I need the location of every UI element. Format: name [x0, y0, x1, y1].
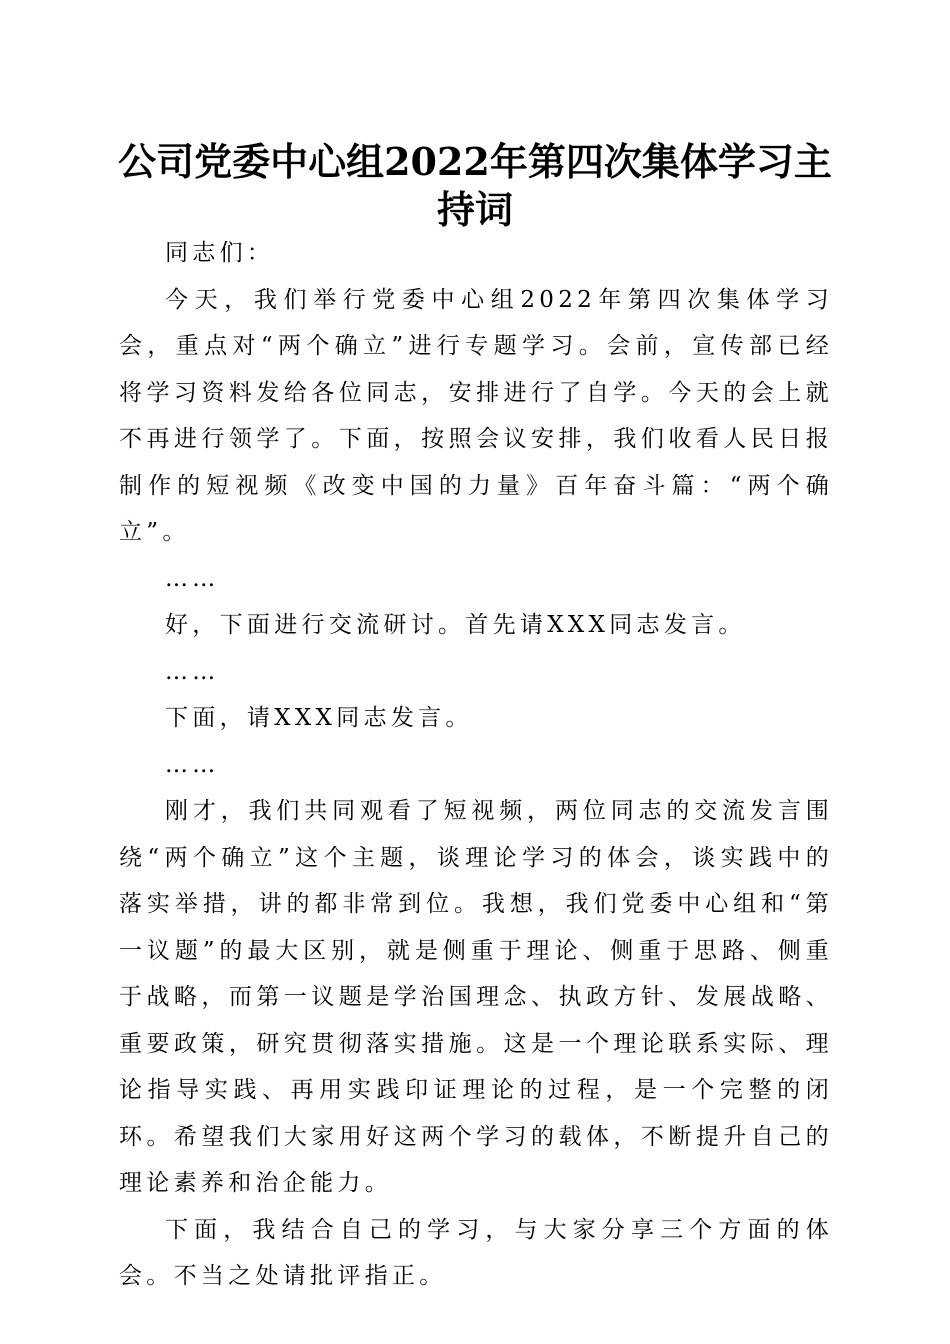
paragraph-summary: 刚才，我们共同观看了短视频，两位同志的交流发言围绕“两个确立”这个主题，谈理论学习的体会，谈实践中的落实举措，讲的都非常到位。我想，我们党委中心组和“第一议题”的最大区别，就是侧重于理论、侧重于思路、侧重于战略，而第一议题是学治国理念、执政方针、发展战略、重要政策，研究贯彻落实措施。这是一个理论联系实际、理论指导实践、再用实践印证理论的过程，是一个完整的闭环。希望我们大家用好这两个学习的载体，不断提升自己的理论素养和治企能力。	[119, 798, 833, 1196]
paragraph-ellipsis-1: ……	[165, 565, 220, 592]
paragraph-discussion: 好，下面进行交流研讨。首先请XXX同志发言。	[165, 612, 746, 638]
paragraph-opening: 今天，我们举行党委中心组2022年第四次集体学习会，重点对“两个确立”进行专题学习。会前，宣传部已经将学习资料发给各位同志，安排进行了自学。今天的会上就不再进行领学了。下面，按照会议安排，我们收看人民日报制作的短视频《改变中国的力量》百年奋斗篇：“两个确立”。	[119, 286, 833, 545]
paragraph-salutation: 同志们：	[165, 240, 275, 266]
paragraph-ellipsis-2: ……	[165, 658, 220, 685]
paragraph-closing: 下面，我结合自己的学习，与大家分享三个方面的体会。不当之处请批评指正。	[119, 1216, 833, 1289]
document-title: 公司党委中心组2022年第四次集体学习主持词	[118, 139, 832, 232]
paragraph-ellipsis-3: ……	[165, 751, 220, 778]
paragraph-next-speaker: 下面，请XXX同志发言。	[165, 705, 473, 731]
document-body	[119, 230, 833, 1300]
